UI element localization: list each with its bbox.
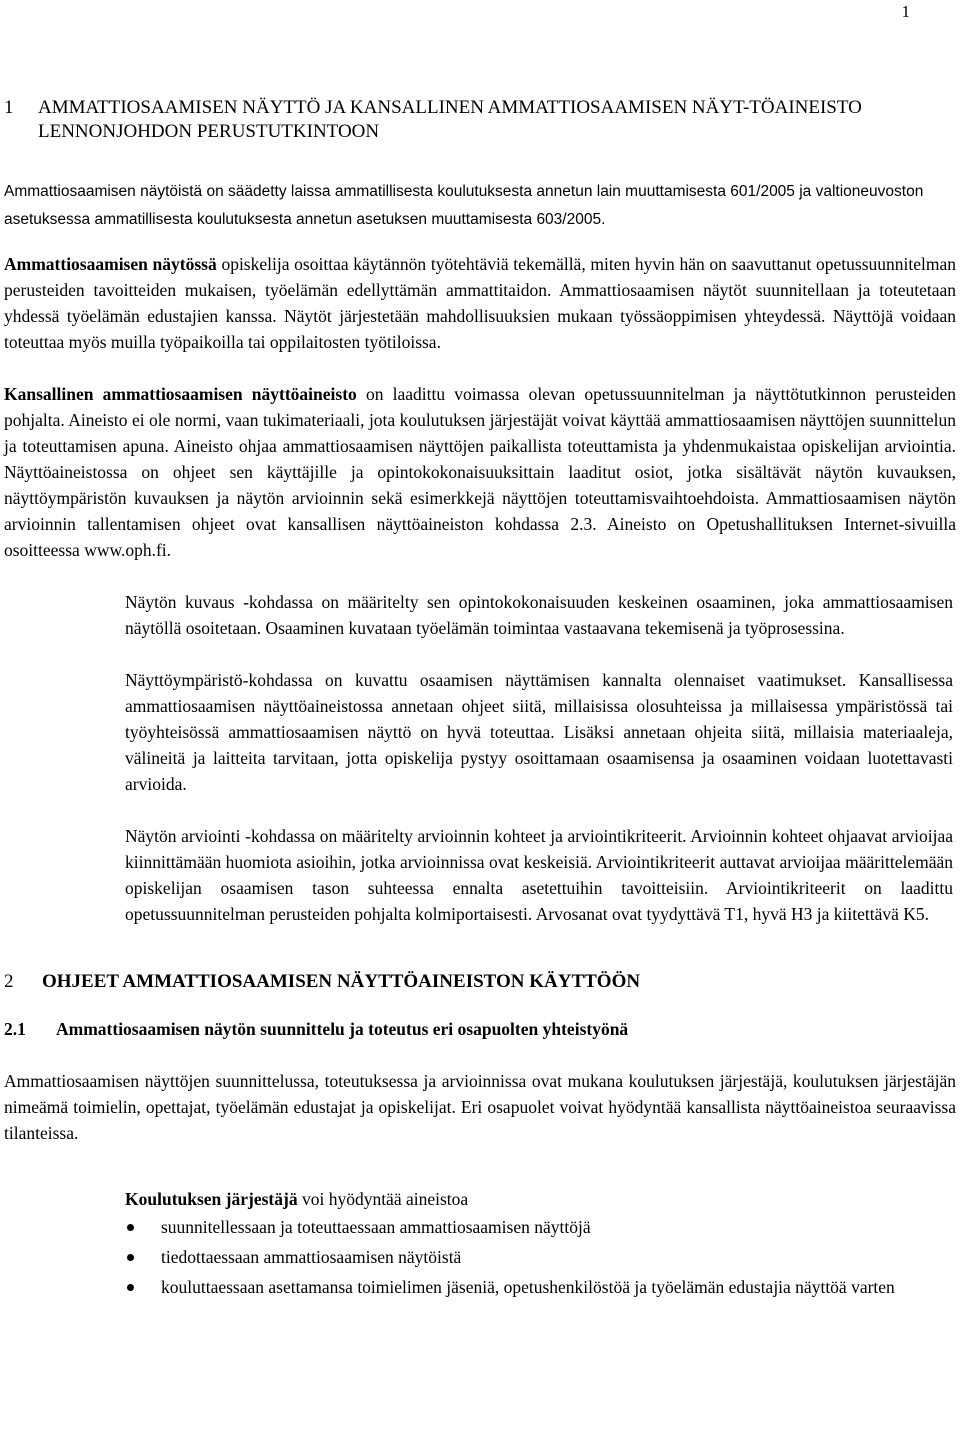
- section-2-1-number: 2.1: [4, 1019, 26, 1039]
- organizer-block: [125, 1186, 956, 1300]
- section-1-heading: [4, 96, 956, 144]
- paragraph-osapuolet: Ammattiosaamisen näyttöjen suunnittelussa, toteutuksessa ja arvioinnissa ovat mukana koulutuksen järjestäjä, koulutuksen järjestäjän nimeämä toimielin, opettajat, työelämän edustajat ja opiskelijat. Eri osapuolet voivat hyödyntää kansallista näyttöaineistoa seuraavissa tilanteissa.: [4, 1071, 956, 1143]
- term-koulutuksen-jarjestaja: Koulutuksen järjestäjä: [125, 1189, 298, 1209]
- list-item-text: tiedottaessaan ammattiosaamisen näytöistä: [161, 1247, 462, 1267]
- section-2-heading: [4, 971, 956, 993]
- paragraph-1-text: opiskelija osoittaa käytännön työtehtäviä tekemällä, miten hyvin hän on saavuttanut opetussuunnitelman perusteiden tavoitteiden mukaisen, työelämän edellyttämän ammattitaidon. Ammattiosaamisen näytöt suunnitellaan ja toteutetaan yhdessä työelämän edustajien kanssa. Näytöt järjestetään mahdollisuuksien mukaan työssäoppimisen yhteydessä. Näyttöjä voidaan toteuttaa myös muilla työpaikoilla tai oppilaitosten työtiloissa.: [4, 254, 956, 352]
- list-item: [125, 1274, 953, 1300]
- bullet-icon: [127, 1254, 134, 1261]
- intro-paragraph: Ammattiosaamisen näytöistä on säädetty laissa ammatillisesta koulutuksesta annetun lain muuttamisesta 601/2005 ja valtioneuvoston asetuksessa ammatillisesta koulutuksesta annetun asetuksen muuttamisesta 603/2005.: [4, 183, 924, 228]
- list-item: [125, 1214, 953, 1240]
- section-1-title: AMMATTIOSAAMISEN NÄYTTÖ JA KANSALLINEN AMMATTIOSAAMISEN NÄYT-TÖAINEISTO LENNONJOHDON PERUSTUTKINTOON: [38, 97, 862, 142]
- bullet-icon: [127, 1224, 134, 1231]
- paragraph-2-text: on laadittu voimassa olevan opetussuunnitelman ja näyttötutkinnon perusteiden pohjalta. Aineisto ei ole normi, vaan tukimateriaali, jota koulutuksen järjestäjät voivat käyttää ammattiosaamisen näyttöjen suunnittelun ja toteuttamisen apuna. Aineisto ohjaa ammattiosaamisen näyttöjen paikallista toteuttamista ja yhdenmukaistaa opiskelijan arviointia. Näyttöaineistossa on ohjeet sen käyttäjille ja opintokokonaisuuksittain laaditut osiot, jotka sisältävät näytön kuvauksen, näyttöympäristön kuvauksen ja näytön arvioinnin sekä esimerkkejä näyttöjen toteuttamisvaihtoehdoista. Ammattiosaamisen näytön arvioinnin tallentamisen ohjeet ovat kansallisen näyttöaineiston kohdassa 2.3. Aineisto on Opetushallituksen Internet-sivuilla osoitteessa www.oph.fi.: [4, 384, 956, 560]
- document-body: [4, 96, 956, 1304]
- organizer-lead: [125, 1186, 956, 1212]
- section-2-1-heading: [4, 1019, 956, 1040]
- section-1-number: 1: [4, 97, 14, 118]
- section-2-1-title: Ammattiosaamisen näytön suunnittelu ja toteutus eri osapuolten yhteistyönä: [56, 1019, 629, 1039]
- organizer-lead-text: voi hyödyntää aineistoa: [297, 1189, 469, 1209]
- section-2-title: OHJEET AMMATTIOSAAMISEN NÄYTTÖAINEISTON KÄYTTÖÖN: [42, 971, 641, 992]
- section-2-number: 2: [4, 971, 14, 992]
- paragraph-kansallinen-aineisto: [4, 381, 956, 563]
- list-item-text: suunnitellessaan ja toteuttaessaan ammattiosaamisen näyttöjä: [161, 1217, 591, 1237]
- term-ammattiosaamisen-naytossa: Ammattiosaamisen näytössä: [4, 254, 217, 274]
- indented-paragraph-ymparisto: Näyttöympäristö-kohdassa on kuvattu osaamisen näyttämisen kannalta olennaiset vaatimukset. Kansallisessa ammattiosaamisen näyttöaineistossa annetaan ohjeet siitä, millaisissa olosuhteissa ja millaisessa ympäristössä tai työyhteisössä ammattiosaamisen näyttö on hyvä toteuttaa. Lisäksi annetaan ohjeita siitä, millaisia materiaaleja, välineitä ja laitteita tarvitaan, jotta opiskelija pystyy osoittamaan osaamisensa ja osaaminen voidaan luotettavasti arvioida.: [125, 670, 953, 794]
- list-item: [125, 1244, 953, 1270]
- list-item-text: kouluttaessaan asettamansa toimielimen jäseniä, opetushenkilöstöä ja työelämän edustajia näyttöä varten: [161, 1277, 895, 1297]
- indented-paragraph-kuvaus: Näytön kuvaus -kohdassa on määritelty sen opintokokonaisuuden keskeinen osaaminen, joka ammattiosaamisen näytöllä osoitetaan. Osaaminen kuvataan työelämän toimintaa vastaavana tekemisenä ja työprosessina.: [125, 592, 953, 638]
- bullet-icon: [127, 1284, 134, 1291]
- page-number: 1: [901, 2, 910, 21]
- indented-paragraph-arviointi: Näytön arviointi -kohdassa on määritelty arvioinnin kohteet ja arviointikriteerit. Arvioinnin kohteet ohjaavat arvioijaa kiinnittämään huomiota asioihin, jotka arvioinnissa ovat keskeisiä. Arviointikriteerit auttavat arvioijaa määrittelemään opiskelijan osaamisen tason suhteessa ennalta asetettuihin tavoitteisiin. Arviointikriteerit on laadittu opetussuunnitelman perusteiden pohjalta kolmiportaisesti. Arvosanat ovat tyydyttävä T1, hyvä H3 ja kiitettävä K5.: [125, 826, 953, 924]
- organizer-bullet-list: [125, 1214, 956, 1300]
- paragraph-ammattiosaamisen-naytto: [4, 251, 956, 355]
- term-kansallinen-naytto-aineisto: Kansallinen ammattiosaamisen näyttöaineisto: [4, 384, 357, 404]
